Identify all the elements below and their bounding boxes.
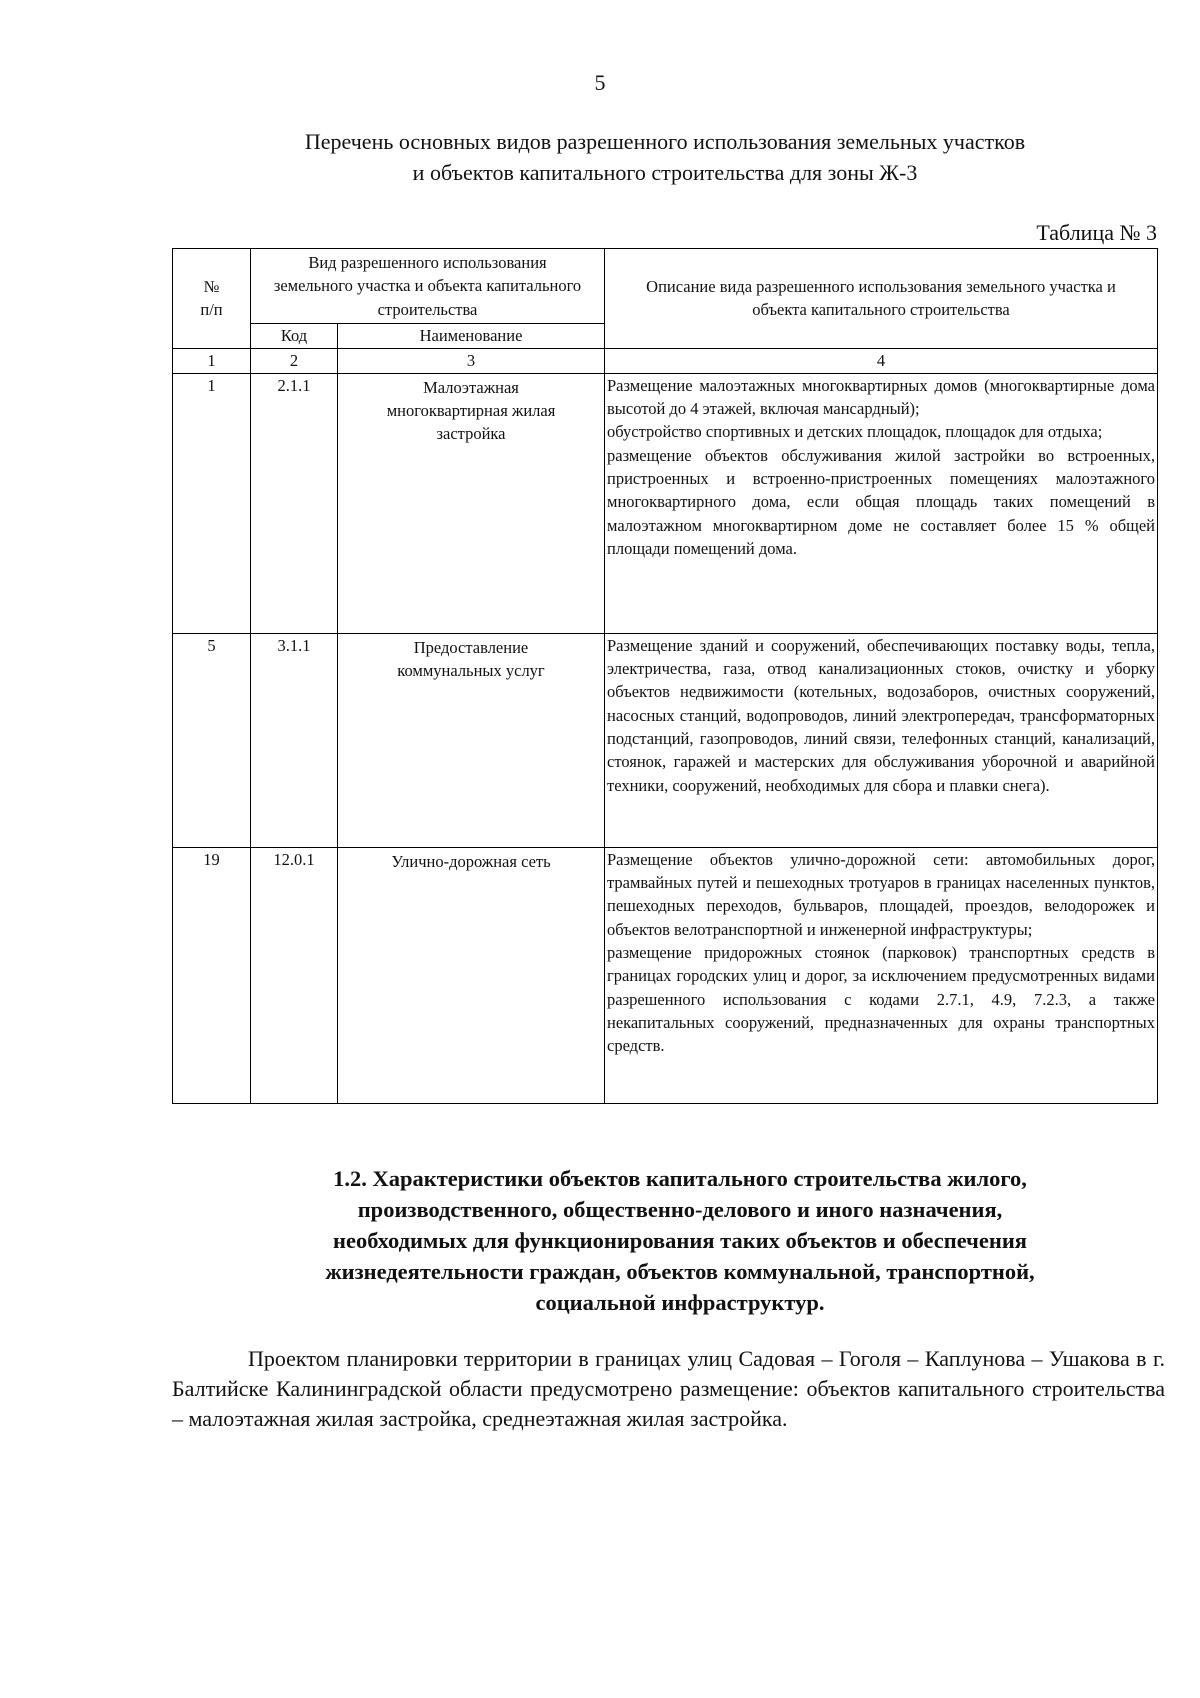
document-title-line-1: Перечень основных видов разрешенного использования земельных участков xyxy=(304,129,1026,154)
row-code: 12.0.1 xyxy=(251,847,338,1103)
header-description: Описание вида разрешенного использования земельного участка и объекта капитального строительства xyxy=(605,249,1158,349)
description-paragraph: Размещение малоэтажных многоквартирных домов (многоквартирные дома высотой до 4 этажей, включая мансардный); xyxy=(607,375,1155,419)
row-name: Предоставление коммунальных услуг xyxy=(338,633,605,847)
document-title-line-2: и объектов капитального строительства для зоны Ж-3 xyxy=(412,160,918,185)
description-paragraph: Размещение объектов улично-дорожной сети: автомобильных дорог, трамвайных путей и пешеходных тротуаров в границах населенных пунктов, пешеходных переходов, бульваров, площадей, проездов, велодорожек и объектов велотранспортной и инженерной инфраструктуры; xyxy=(607,849,1155,939)
column-number-1: 1 xyxy=(173,348,251,373)
section-heading-line: необходимых для функционирования таких объектов и обеспечения xyxy=(333,1228,1027,1253)
row-description xyxy=(605,373,1158,633)
description-paragraph: обустройство спортивных и детских площадок, площадок для отдыха; xyxy=(607,422,1103,442)
row-name: Малоэтажная многоквартирная жилая застройка xyxy=(338,373,605,633)
table-row xyxy=(173,373,1158,633)
row-code: 3.1.1 xyxy=(251,633,338,847)
row-number: 19 xyxy=(173,847,251,1103)
header-number: № п/п xyxy=(173,249,251,349)
header-code: Код xyxy=(251,323,338,348)
column-number-2: 2 xyxy=(251,348,338,373)
body-paragraph: Проектом планировки территории в границах улиц Садовая – Гоголя – Каплунова – Ушакова в г. Балтийске Калининградской области предусмотрено размещение: объектов капитального строительства – малоэтажная жилая застройка, среднеэтажная жилая застройка. xyxy=(172,1346,1165,1431)
header-name: Наименование xyxy=(338,323,605,348)
document-title xyxy=(170,126,1160,188)
row-number: 1 xyxy=(173,373,251,633)
section-heading-line: 1.2. Характеристики объектов капитального строительства жилого, xyxy=(333,1166,1027,1191)
section-heading-line: производственного, общественно-делового и иного назначения, xyxy=(357,1197,1003,1222)
table-row xyxy=(173,847,1158,1103)
land-use-table xyxy=(172,248,1158,1104)
row-number: 5 xyxy=(173,633,251,847)
page-number: 5 xyxy=(594,70,606,95)
description-paragraph: размещение придорожных стоянок (парковок) транспортных средств в границах городских улиц и дорог, за исключением предусмотренных видами разрешенного использования с кодами 2.7.1, 4.9, 7.2.3, а также некапитальных сооружений, предназначенных для охраны транспортных средств. xyxy=(607,943,1155,1056)
row-code: 2.1.1 xyxy=(251,373,338,633)
section-heading xyxy=(240,1163,1120,1318)
row-description xyxy=(605,633,1158,847)
column-number-4: 4 xyxy=(605,348,1158,373)
table-caption: Таблица № 3 xyxy=(1036,220,1157,245)
table-row xyxy=(173,633,1158,847)
description-paragraph: размещение объектов обслуживания жилой застройки во встроенных, пристроенных и встроенно-пристроенных помещениях малоэтажного многоквартирного дома, если общая площадь таких помещений в малоэтажном многоквартирном доме не составляет более 15 % общей площади помещений дома. xyxy=(607,445,1155,558)
row-name: Улично-дорожная сеть xyxy=(338,847,605,1103)
header-use-type-group: Вид разрешенного использования земельного участка и объекта капитального строительства xyxy=(251,249,605,324)
section-heading-line: социальной инфраструктур. xyxy=(535,1290,825,1315)
description-paragraph: Размещение зданий и сооружений, обеспечивающих поставку воды, тепла, электричества, газа, отвод канализационных стоков, очистку и уборку объектов недвижимости (котельных, водозаборов, очистных сооружений, насосных станций, водопроводов, линий электропередач, трансформаторных подстанций, газопроводов, линий связи, телефонных станций, канализаций, стоянок, гаражей и мастерских для обслуживания уборочной и аварийной техники, сооружений, необходимых для сбора и плавки снега). xyxy=(607,635,1155,795)
row-description xyxy=(605,847,1158,1103)
section-heading-line: жизнедеятельности граждан, объектов коммунальной, транспортной, xyxy=(325,1259,1035,1284)
column-number-3: 3 xyxy=(338,348,605,373)
